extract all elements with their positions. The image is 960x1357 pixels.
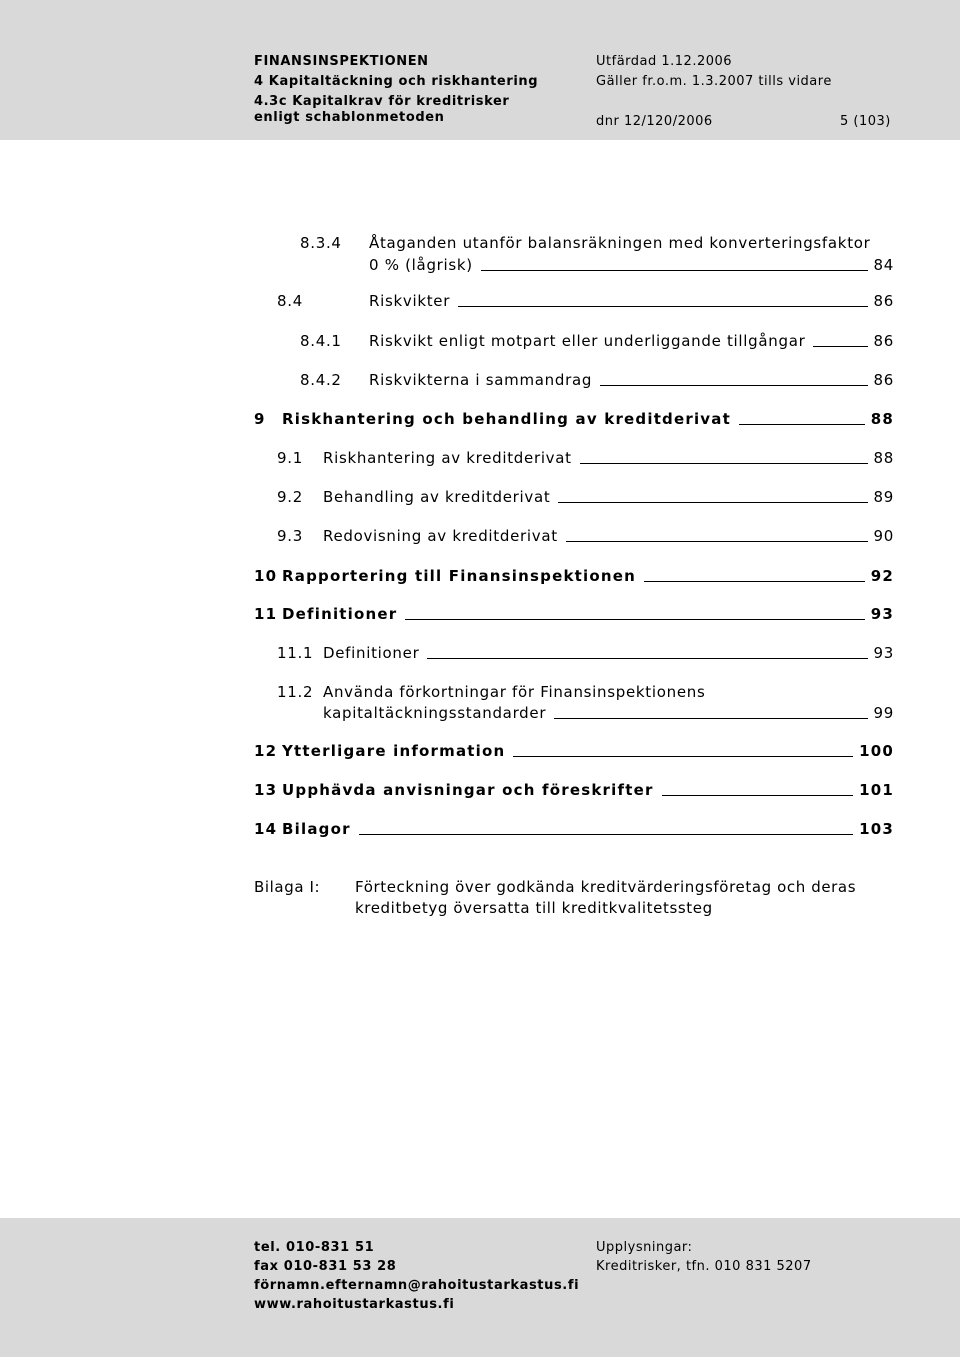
toc-entry-13[interactable]: [254, 780, 894, 800]
toc-number: 8.3.4: [300, 234, 342, 252]
toc-title: Riskvikt enligt motpart eller underliggande tillgångar: [369, 332, 806, 350]
toc-title: Riskhantering och behandling av kreditderivat: [282, 410, 731, 428]
toc-leader: [458, 306, 867, 307]
toc-entry-14[interactable]: [254, 819, 894, 839]
toc-number: 11.2: [277, 683, 314, 701]
header-page-number: 5 (103): [840, 114, 891, 129]
toc-title: Redovisning av kreditderivat: [323, 527, 558, 545]
toc-page: 86: [873, 371, 894, 389]
toc-entry-9[interactable]: [254, 409, 894, 429]
footer-info-label: Upplysningar:: [596, 1240, 693, 1255]
toc-title: Bilagor: [282, 820, 351, 838]
toc-page: 101: [859, 781, 894, 799]
toc-page: 86: [873, 292, 894, 310]
toc-leader: [513, 756, 853, 757]
toc-page: 93: [870, 605, 894, 623]
header-valid: Gäller fr.o.m. 1.3.2007 tills vidare: [596, 74, 832, 89]
toc-number: 9: [254, 410, 266, 428]
toc-page: 99: [873, 704, 894, 722]
toc-title: Rapportering till Finansinspektionen: [282, 567, 636, 585]
header-dnr: dnr 12/120/2006: [596, 114, 713, 129]
header-section-line2: enligt schablonmetoden: [254, 110, 445, 125]
toc-entry-9-3[interactable]: [277, 526, 894, 546]
toc-number: 9.1: [277, 449, 303, 467]
toc-leader: [481, 270, 868, 271]
toc-page: 89: [873, 488, 894, 506]
toc-number: 14: [254, 820, 278, 838]
header-org: FINANSINSPEKTIONEN: [254, 54, 429, 69]
toc-title: Riskvikterna i sammandrag: [369, 371, 593, 389]
toc-leader: [405, 619, 864, 620]
toc-page: 103: [859, 820, 894, 838]
toc-title: Definitioner: [323, 644, 420, 662]
toc-title: Definitioner: [282, 605, 398, 623]
footer-website[interactable]: www.rahoitustarkastus.fi: [254, 1297, 455, 1312]
toc-entry-9-2[interactable]: [277, 487, 894, 507]
appendix-text-line1: Förteckning över godkända kreditvärderingsföretag och deras: [355, 878, 857, 896]
toc-leader: [566, 541, 868, 542]
appendix-text-line2: kreditbetyg översatta till kreditkvalitetssteg: [355, 899, 713, 917]
toc-number: 11.1: [277, 644, 314, 662]
toc-page: 86: [873, 332, 894, 350]
toc-entry-10[interactable]: [254, 566, 894, 586]
footer-info-contact: Kreditrisker, tfn. 010 831 5207: [596, 1259, 812, 1274]
toc-page: 100: [859, 742, 894, 760]
toc-entry-11[interactable]: [254, 604, 894, 624]
toc-number: 9.3: [277, 527, 303, 545]
toc-entry-12[interactable]: [254, 741, 894, 761]
toc-leader: [600, 385, 867, 386]
toc-leader: [644, 581, 865, 582]
toc-title-line1: Åtaganden utanför balansräkningen med konverteringsfaktor: [369, 234, 871, 252]
toc-page: 90: [873, 527, 894, 545]
toc-leader: [427, 658, 867, 659]
toc-number: 12: [254, 742, 278, 760]
toc-number: 9.2: [277, 488, 303, 506]
toc-title-line2: 0 % (lågrisk): [369, 256, 473, 274]
toc-page: 88: [870, 410, 894, 428]
toc-page: 92: [870, 567, 894, 585]
toc-leader: [662, 795, 854, 796]
header-issued: Utfärdad 1.12.2006: [596, 54, 733, 69]
toc-title: Riskvikter: [369, 292, 451, 310]
toc-leader: [813, 346, 867, 347]
toc-title-line2: kapitaltäckningsstandarder: [323, 704, 547, 722]
footer-email[interactable]: förnamn.efternamn@rahoitustarkastus.fi: [254, 1278, 580, 1293]
toc-number: 8.4: [277, 292, 303, 310]
toc-title-line1: Använda förkortningar för Finansinspektionens: [323, 683, 706, 701]
footer-tel: tel. 010-831 51: [254, 1240, 375, 1255]
toc-entry-8-4-2[interactable]: [300, 370, 894, 390]
toc-entry-11-1[interactable]: [277, 643, 894, 663]
toc-leader: [558, 502, 867, 503]
toc-title: Upphävda anvisningar och föreskrifter: [282, 781, 654, 799]
toc-number: 13: [254, 781, 278, 799]
toc-entry-8-4-1[interactable]: [300, 331, 894, 351]
toc-entry-9-1[interactable]: [277, 448, 894, 468]
toc-page: 84: [873, 256, 894, 274]
toc-leader: [580, 463, 868, 464]
footer-fax: fax 010-831 53 28: [254, 1259, 397, 1274]
header-chapter: 4 Kapitaltäckning och riskhantering: [254, 74, 539, 89]
toc-leader: [359, 834, 853, 835]
toc-leader: [554, 718, 867, 719]
toc-page: 93: [873, 644, 894, 662]
toc-number: 10: [254, 567, 278, 585]
toc-title: Riskhantering av kreditderivat: [323, 449, 572, 467]
toc-leader: [739, 424, 865, 425]
page-header: [0, 0, 960, 140]
toc-number: 11: [254, 605, 278, 623]
toc-title: Behandling av kreditderivat: [323, 488, 551, 506]
toc-number: 8.4.1: [300, 332, 342, 350]
header-section-line1: 4.3c Kapitalkrav för kreditrisker: [254, 94, 510, 109]
toc-title: Ytterligare information: [282, 742, 506, 760]
toc-page: 88: [873, 449, 894, 467]
page-footer: [0, 1218, 960, 1357]
toc-entry-8-4[interactable]: [277, 291, 894, 311]
appendix-label: Bilaga I:: [254, 878, 321, 896]
toc-number: 8.4.2: [300, 371, 342, 389]
